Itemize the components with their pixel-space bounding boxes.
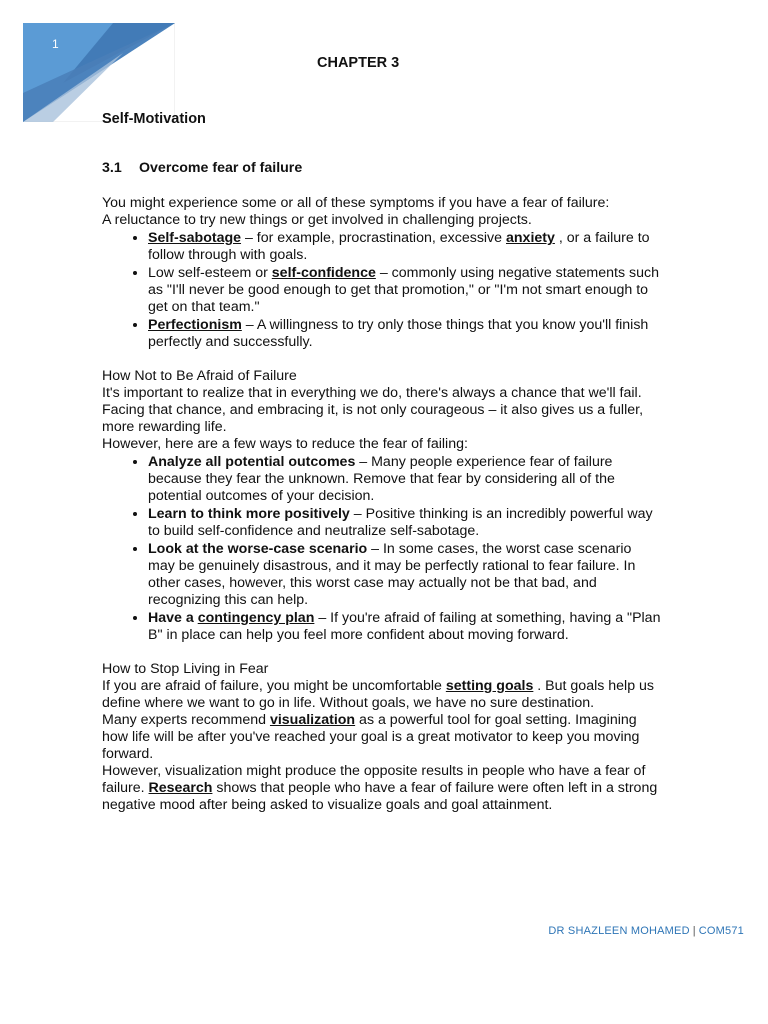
paragraph: It's important to realize that in everything we do, there's always a chance that we'll fail. Facing that chance, and embracing it, is not only courageous – it also gives us a fuller, more rewarding life. (102, 385, 644, 435)
list-item-text: , or a failure to follow through with goals. (148, 230, 650, 263)
paragraph (102, 678, 662, 712)
paragraph (102, 712, 662, 763)
list-item-bold: Look at the worse-case scenario (148, 541, 368, 557)
paragraph-text: However, visualization might produce the opposite results in people who have a fear of failure. (102, 763, 646, 796)
document-body (102, 111, 662, 814)
self-confidence-link[interactable]: self-confidence (271, 265, 376, 281)
paragraph-text: . But goals help us define where we want to go in life. Without goals, we have no sure destination. (102, 678, 655, 711)
paragraph (102, 763, 662, 814)
list-item-text: – A willingness to try only those things that you know you'll finish perfectly and successfully. (148, 317, 649, 350)
list-item-text: – for example, procrastination, excessive (241, 230, 506, 246)
ways-list (102, 453, 662, 644)
list-item (148, 229, 662, 264)
anxiety-link[interactable]: anxiety (506, 230, 555, 246)
section-title: Overcome fear of failure (139, 160, 303, 176)
list-item-text: – Many people experience fear of failure because they fear the unknown. Remove that fear by considering all of the potential outcomes of your decision. (148, 454, 615, 504)
list-item (148, 609, 662, 644)
list-item (148, 505, 662, 540)
list-item-text: – commonly using negative statements such as "I'll never be good enough to get that promotion," or "I'm not smart enough to get on that team." (148, 265, 659, 315)
list-item-bold: Have a (148, 610, 198, 626)
list-item-bold: Learn to think more positively (148, 506, 350, 522)
list-item-text: – In some cases, the worst case scenario may be genuinely disastrous, and it may be perfectly rational to fear failure. In other cases, however, this worst case may actually not be that bad, and recognizing this can help. (148, 541, 636, 608)
list-item-text: – If you're afraid of failing at something, having a "Plan B" in place can help you feel more confident about moving forward. (148, 610, 661, 643)
list-item-text: Low self-esteem or (148, 265, 272, 281)
perfectionism-link[interactable]: Perfectionism (148, 317, 242, 333)
page-footer (548, 923, 744, 940)
list-item-bold: Analyze all potential outcomes (148, 454, 356, 470)
symptoms-list (102, 229, 662, 351)
subheading-not-afraid: How Not to Be Afraid of Failure (102, 368, 297, 384)
paragraph-text: as a powerful tool for goal setting. Imagining how life will be after you've reached your goal is a great motivator to keep you moving forward. (102, 712, 640, 762)
setting-goals-link[interactable]: setting goals (445, 678, 534, 694)
list-item (148, 316, 662, 351)
section-heading (102, 160, 662, 177)
page-number: 1 (52, 37, 59, 51)
footer-separator: | (692, 925, 696, 937)
list-item-text: – Positive thinking is an incredibly powerful way to build self-confidence and neutralize self-sabotage. (148, 506, 653, 539)
list-item (148, 264, 662, 316)
list-item (148, 540, 662, 609)
visualization-link[interactable]: visualization (269, 712, 356, 728)
footer-author: DR SHAZLEEN MOHAMED (548, 925, 690, 937)
research-link[interactable]: Research (148, 780, 213, 796)
corner-decoration (23, 23, 175, 122)
paragraph-text: Many experts recommend (102, 712, 270, 728)
contingency-plan-link[interactable]: contingency plan (197, 610, 315, 626)
paragraph-text: If you are afraid of failure, you might be uncomfortable (102, 678, 446, 694)
intro-line-2: A reluctance to try new things or get involved in challenging projects. (102, 212, 532, 228)
self-sabotage-link[interactable]: Self-sabotage (148, 230, 242, 246)
intro-line-1: You might experience some or all of these symptoms if you have a fear of failure: (102, 195, 610, 211)
paragraph-text: shows that people who have a fear of failure were often left in a strong negative mood after being asked to visualize goals and goal attainment. (102, 780, 658, 813)
subheading-stop-fear: How to Stop Living in Fear (102, 661, 269, 677)
list-item (148, 453, 662, 505)
paragraph: However, here are a few ways to reduce the fear of failing: (102, 436, 468, 452)
doc-title: Self-Motivation (102, 111, 206, 127)
chapter-heading: CHAPTER 3 (317, 55, 400, 71)
section-number: 3.1 (102, 160, 122, 176)
footer-course-code: COM571 (698, 925, 744, 937)
